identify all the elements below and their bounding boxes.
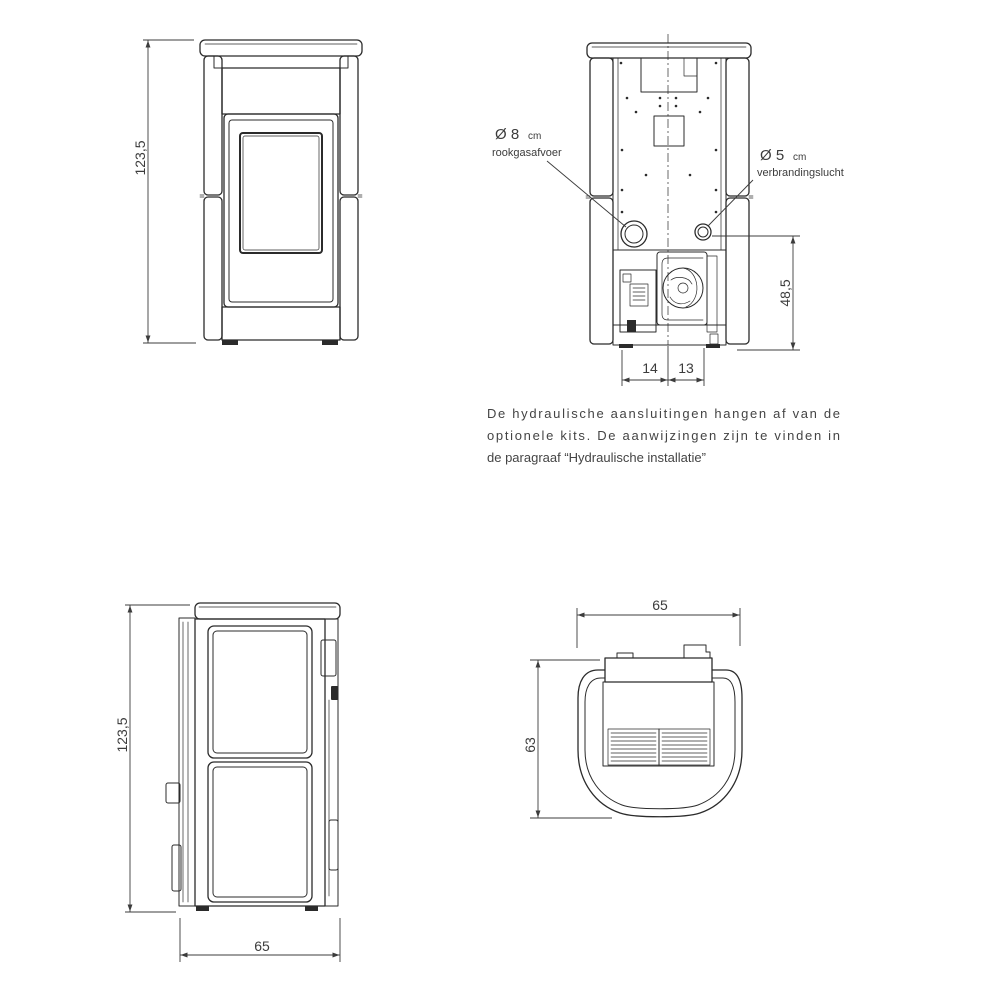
back-right-pillar-lower [726,198,749,344]
outlet-offset-dimensions [622,346,704,386]
flue-leader-line [547,161,626,227]
note-line-1: De hydraulische aansluitingen hangen af van de [487,406,840,421]
screw [675,97,678,100]
top-flue-elbow [684,645,710,658]
side-rear-fitting [172,845,181,891]
side-back-panel-lines [183,622,188,902]
air-inlet-inner [698,227,708,237]
flue-hatch-tab [684,58,697,76]
side-tile-upper [208,626,312,758]
flue-label: rookgasafvoer [492,147,562,159]
left-pillar-upper [204,56,222,195]
top-view [522,597,742,818]
offset-right-label: 13 [678,360,694,376]
top-trim [214,56,348,68]
note-line-3: de paragraaf “Hydraulische installatie” [487,450,706,465]
top-width-extension-lines [577,608,740,648]
right-pillar-lower [340,197,358,340]
top-rear-stub [617,653,633,658]
power-socket [627,320,636,332]
board-connector [630,284,648,306]
foot-left [222,340,238,345]
screw [699,111,702,114]
screw [659,97,662,100]
door-frame [224,114,338,307]
side-foot-rear [196,906,209,911]
top-stove [578,645,742,817]
screw [707,97,710,100]
screw [715,149,718,152]
top-grille-right [662,733,707,761]
top-width-dimension [577,597,740,648]
back-left-pillar-lower [590,198,613,344]
top-cap [200,40,362,56]
bottom-connector [710,334,718,344]
side-rear-connector [166,783,180,803]
side-foot-front [305,906,318,911]
top-depth-dimension [522,660,612,818]
air-inlet-leader-line [708,180,753,226]
screw [715,189,718,192]
side-tile-lower [208,762,312,902]
air-inlet-callout [708,147,844,226]
plinth [222,307,340,340]
door-glass-inner [243,136,319,250]
smoke-outlet-inner [625,225,643,243]
side-depth-dimension [180,918,340,962]
screw [715,211,718,214]
fan-blades [670,268,697,307]
hydraulic-note [487,406,840,465]
back-stove [586,43,753,348]
screw [675,105,678,108]
screw [715,62,718,65]
screw [620,62,623,65]
top-panel [222,68,340,114]
side-depth-label: 65 [254,938,270,954]
screw [659,105,662,108]
side-tile-lower-inset [213,767,307,897]
control-board [620,270,656,332]
fan-side-strip [707,256,717,332]
front-view [132,40,362,345]
top-depth-extension-lines [530,660,612,818]
back-foot-left [619,344,633,348]
air-inlet [695,224,711,240]
back-pillar-joints [586,196,753,198]
foot-right [322,340,338,345]
note-line-2: optionele kits. De aanwijzingen zijn te vinden in [487,428,840,443]
side-control-panel [321,640,336,676]
inlet-height-dimension [712,236,800,350]
top-width-label: 65 [652,597,668,613]
door-inner-frame [229,120,333,302]
board-terminals [633,288,645,300]
door-glass [240,133,322,253]
side-lower-trim [329,820,338,870]
offset-left-label: 14 [642,360,658,376]
screw [635,111,638,114]
flue-diameter-unit: cm [528,131,542,142]
front-height-label: 123,5 [132,140,148,176]
screw [689,174,692,177]
side-view [114,603,340,962]
side-height-label: 123,5 [114,717,130,753]
flue-hatch [641,58,697,92]
top-depth-label: 63 [522,737,538,753]
air-inlet-diameter: Ø 5 [760,147,785,164]
right-pillar-upper [340,56,358,195]
inlet-height-label: 48,5 [777,279,793,307]
board-chip [623,274,631,282]
side-height-extension-lines [125,605,190,912]
top-grille-left [611,733,656,761]
back-left-pillar-upper [590,58,613,196]
fan-housing [657,252,707,325]
air-inlet-label: verbrandingslucht [757,167,844,179]
back-foot-right [706,344,720,348]
front-stove [200,40,362,345]
flue-callout [492,126,626,227]
side-top-cap [195,603,340,619]
front-height-extension-lines [143,40,196,343]
back-right-pillar-upper [726,58,749,196]
fan-hub [678,283,688,293]
back-view [492,34,844,386]
top-outline-inner [585,678,735,809]
air-inlet-diameter-unit: cm [793,152,807,163]
back-screws [620,62,718,214]
side-door-handle [331,686,338,700]
inspection-plate [654,116,684,146]
screw [621,211,624,214]
screw [626,97,629,100]
front-height-dimension [132,40,196,343]
top-rear-block [605,658,712,682]
screw [645,174,648,177]
left-pillar-lower [204,197,222,340]
side-tile-upper-inset [213,631,307,753]
back-top-cap [587,43,751,58]
screw [621,189,624,192]
side-stove [166,603,340,911]
screw [621,149,624,152]
flue-diameter: Ø 8 [495,126,520,143]
